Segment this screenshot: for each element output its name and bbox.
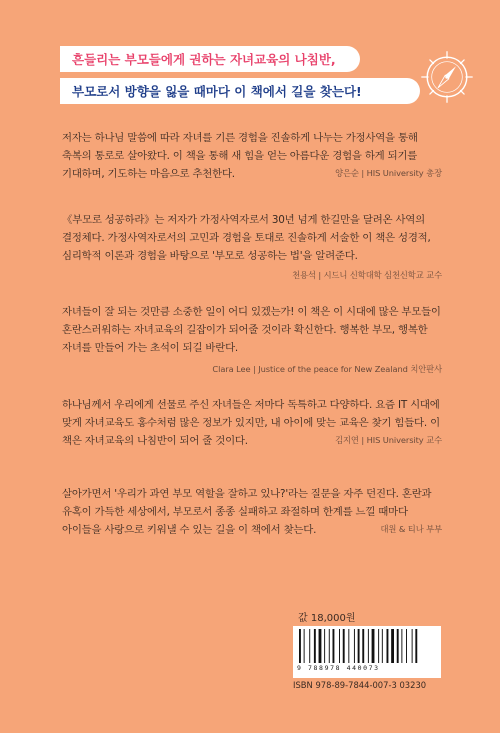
barcode-bar: [333, 629, 335, 663]
barcode-bars: [297, 629, 437, 663]
barcode-bar: [314, 629, 316, 663]
price: 값 18,000원: [298, 613, 356, 624]
endorsement-text: 살아가면서 '우리가 과연 부모 역할을 잘하고 있나?'라는 질문을 자주 던진다. 혼란과 유혹이 가득한 세상에서, 부모로서 종종 실패하고 좌절하며 한계를 느낄 때마다 아이들을 사랑으로 키워낼 수 있는 길을 이 책에서 찾는다.: [62, 488, 432, 536]
barcode-bar: [412, 629, 413, 663]
barcode-bar: [391, 629, 394, 663]
endorsement-2: [62, 211, 442, 281]
barcode-bar: [299, 629, 301, 663]
barcode-bar: [309, 629, 310, 663]
endorsement-author: 천용석 | 시드니 신학대학 심천신학교 교수: [292, 270, 442, 280]
barcode-bar: [319, 629, 322, 663]
barcode-bar: [368, 629, 369, 663]
barcode-bar: [397, 629, 399, 663]
barcode: [293, 626, 441, 678]
barcode-bar: [415, 629, 417, 663]
endorsement-text: 자녀들이 잘 되는 것만큼 소중한 일이 어디 있겠는가! 이 책은 이 시대에 많은 부모들이 혼란스러워하는 자녀교육의 길잡이가 되어줄 것이라 확신한다. 행복한 부모, 행복한 자녀를 만들어 가는 초석이 되길 바란다.: [62, 306, 441, 354]
endorsement-5: [62, 485, 442, 535]
barcode-bar: [348, 629, 349, 663]
endorsement-1: [62, 129, 442, 179]
barcode-bar: [406, 629, 407, 663]
barcode-bar: [339, 629, 340, 663]
endorsement-author: 양은순 | HIS University 총장: [335, 168, 442, 178]
endorsement-text: 하나님께서 우리에게 선물로 주신 자녀들은 저마다 독특하고 다양하다. 요즘 IT 시대에 맞게 자녀교육도 홍수처럼 많은 정보가 있지만, 내 아이에 맞는 교육은 찾기 힘들다. 이 책은 자녀교육의 나침반이 되어 줄 것이다.: [62, 399, 440, 447]
barcode-bar: [329, 629, 330, 663]
endorsement-author: 대원 & 티나 부부: [380, 524, 442, 534]
endorsement-text: 저자는 하나님 말씀에 따라 자녀를 기른 경험을 진솔하게 나누는 가정사역을 통해 축복의 통로로 살아왔다. 이 책을 통해 새 힘을 얻는 아름다운 경험을 하게 되기를 기대하며, 기도하는 마음으로 추천한다.: [62, 132, 418, 180]
barcode-bar: [324, 629, 325, 663]
barcode-bar: [378, 629, 379, 663]
header-band: [60, 46, 480, 108]
barcode-bar: [343, 629, 345, 663]
banner-line-1: 흔들리는 부모들에게 권하는 자녀교육의 나침반,: [60, 46, 360, 72]
barcode-bar: [382, 629, 383, 663]
barcode-bar: [304, 629, 305, 663]
barcode-bar: [387, 629, 389, 663]
banner-line-2: 부모로서 방향을 잃을 때마다 이 책에서 길을 찾는다!: [60, 78, 420, 104]
endorsement-author: 김지연 | HIS University 교수: [335, 435, 442, 445]
barcode-bar: [362, 629, 364, 663]
endorsement-text: 《부모로 성공하라》는 저자가 가정사역자로서 30년 넘게 한길만을 달려온 사역의 결정체다. 가정사역자로서의 고민과 경험을 토대로 진솔하게 서술한 이 책은 성경적, 심리학적 이론과 경험을 바탕으로 '부모로 성공하는 법'을 알려준다.: [62, 214, 431, 262]
barcode-bar: [372, 629, 375, 663]
barcode-digits: 9 788978 440073: [297, 664, 380, 672]
compass-icon: [420, 50, 474, 104]
isbn: ISBN 978-89-7844-007-3 03230: [293, 680, 427, 690]
endorsement-author: Clara Lee | Justice of the peace for New Zealand 치안판사: [212, 364, 442, 374]
endorsement-3: [62, 303, 442, 375]
barcode-bar: [354, 629, 355, 663]
barcode-bar: [358, 629, 360, 663]
barcode-bar: [401, 629, 402, 663]
endorsement-4: [62, 396, 442, 446]
